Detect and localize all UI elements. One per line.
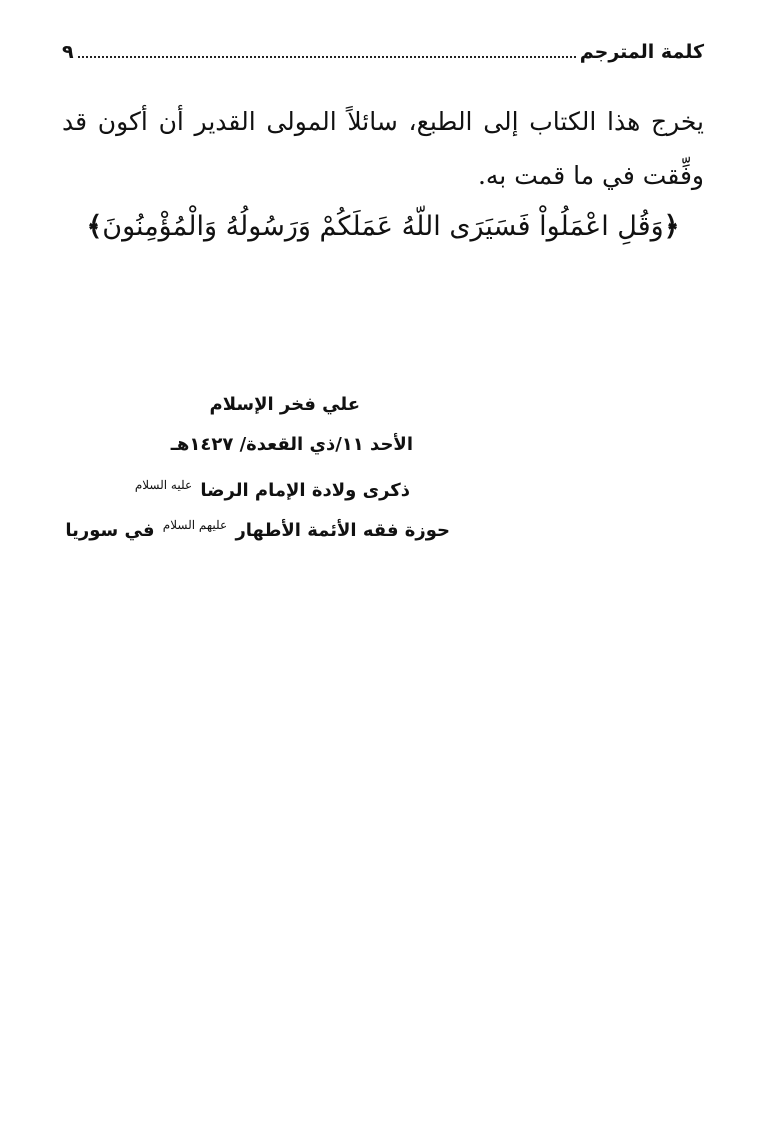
- signature-block: [65, 385, 460, 545]
- occasion-honorific: عليه السلام: [134, 478, 193, 492]
- signature-date: الأحد ١١/ذي القعدة/ ١٤٢٧هـ: [170, 434, 413, 455]
- signature-place: [65, 505, 460, 545]
- quran-verse: [62, 205, 704, 249]
- header-dotted-leader: [78, 55, 576, 58]
- verse-text: وَقُلِ اعْمَلُواْ فَسَيَرَى اللّهُ عَمَلَكُمْ وَرَسُولُهُ وَالْمُؤْمِنُونَ: [102, 211, 664, 242]
- signature-occasion: [100, 465, 460, 505]
- place-honorific: عليهم السلام: [162, 518, 228, 532]
- body-paragraph: يخرج هذا الكتاب إلى الطبع، سائلاً المولى القدير أن أكون قد وفِّقت في ما قمت به.: [62, 107, 704, 190]
- running-header: [62, 32, 704, 62]
- verse-close-bracket: ﴾: [86, 211, 103, 242]
- place-text-part1: حوزة فقه الأئمة الأطهار: [235, 520, 450, 541]
- page-number: ٩: [62, 41, 74, 63]
- place-text-part2: في سوريا: [65, 520, 155, 541]
- occasion-text: ذكرى ولادة الإمام الرضا: [200, 480, 410, 501]
- verse-open-bracket: ﴿: [663, 211, 680, 242]
- chapter-title: كلمة المترجم: [579, 41, 704, 63]
- signature-name: علي فخر الإسلام: [209, 394, 360, 415]
